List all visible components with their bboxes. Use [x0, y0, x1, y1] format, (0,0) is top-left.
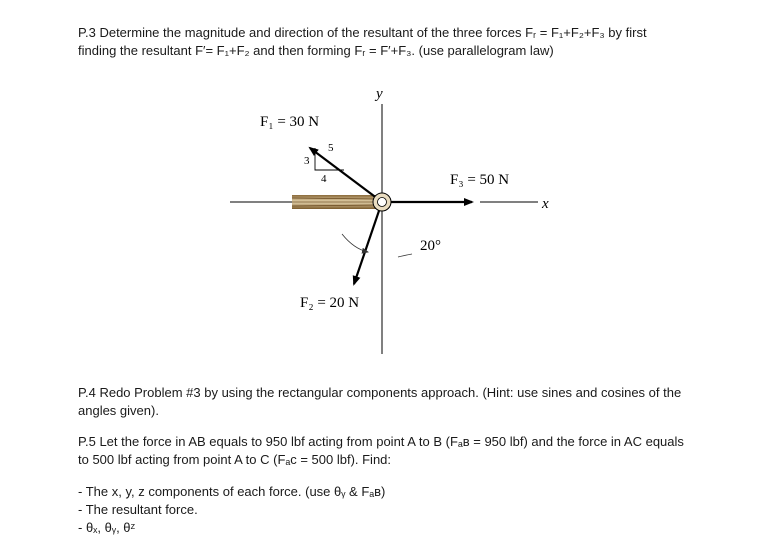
find-item-resultant: - The resultant force. — [78, 502, 198, 517]
x-axis-label: x — [542, 196, 549, 212]
angle-label: 20° — [420, 238, 441, 254]
problem-5-line-2: to 500 lbf acting from point A to C (Fₐᴄ = 500 lbf). Find: — [78, 452, 392, 467]
problem-5-text — [78, 433, 728, 469]
problem-3-line-1: P.3 Determine the magnitude and direction of the resultant of the three forces Fᵣ = F₁+F₂+F₃ by first — [78, 25, 647, 40]
slope-run-label: 4 — [321, 173, 327, 185]
find-item-components: - The x, y, z components of each force. (use θᵧ & Fₐʙ) — [78, 484, 386, 499]
problem-4-text — [78, 384, 728, 420]
slope-rise-label: 3 — [304, 155, 310, 167]
origin-ring-inner — [378, 198, 387, 207]
cable-bundle — [292, 195, 376, 209]
angle-arc — [342, 234, 368, 252]
angle-leader — [398, 254, 412, 257]
problem-3-line-2: finding the resultant F′= F₁+F₂ and then forming Fᵣ = F′+F₃. (use parallelogram law) — [78, 43, 554, 58]
f1-label: F₁ = 30 N — [260, 114, 320, 130]
problem-4-line-1: P.4 Redo Problem #3 by using the rectangular components approach. (Hint: use sines and cosines of the — [78, 385, 682, 400]
f2-label: F₂ = 20 N — [300, 295, 360, 311]
force-diagram-svg — [226, 84, 576, 364]
f2-arrow — [354, 202, 382, 284]
problem-5-line-1: P.5 Let the force in AB equals to 950 lbf acting from point A to B (Fₐʙ = 950 lbf) and the force in AC equals — [78, 434, 684, 449]
y-axis-label: y — [376, 86, 383, 102]
slope-hyp-label: 5 — [328, 142, 334, 154]
problem-4-line-2: angles given). — [78, 403, 159, 418]
find-list — [78, 483, 728, 537]
force-diagram — [226, 84, 576, 364]
find-item-angles: - θₓ, θᵧ, θᶻ — [78, 520, 136, 535]
problem-3-text — [78, 24, 728, 60]
f3-label: F₃ = 50 N — [450, 172, 510, 188]
